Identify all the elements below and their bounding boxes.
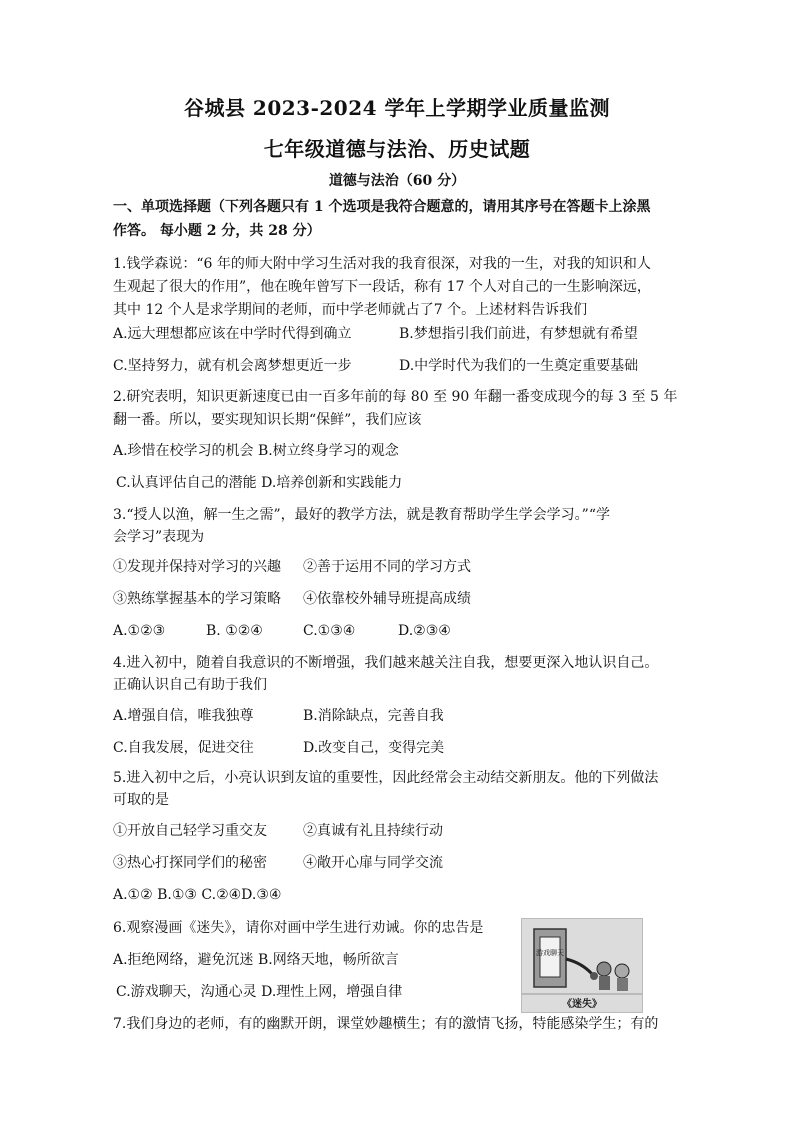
q5-item-1: ①开放自己轻学习重交友 xyxy=(113,823,267,839)
q3-item-4: ④依靠校外辅导班提高成绩 xyxy=(303,591,471,607)
part1-heading-line2: 作答。 每小题 2 分，共 28 分） xyxy=(113,223,321,239)
exam-title: 谷城县 2023-2024 学年上学期学业质量监测 xyxy=(183,96,611,120)
q2-options-cd: C.认真评估自己的潜能 D.培养创新和实践能力 xyxy=(116,475,403,491)
q3-option-d: D.②③④ xyxy=(398,623,451,639)
q3-item-3: ③熟练掌握基本的学习策略 xyxy=(113,591,281,607)
q3-option-c: C.①③④ xyxy=(303,623,356,639)
q3-stem-line2: 会学习”表现为 xyxy=(113,529,205,545)
q5-options: A.①② B.①③ C.②④D.③④ xyxy=(113,887,282,903)
q3-item-1: ①发现并保持对学习的兴趣 xyxy=(113,559,281,575)
q2-options-ab: A.珍惜在校学习的机会 B.树立终身学习的观念 xyxy=(113,443,399,459)
q2-stem-line1: 2.研究表明，知识更新速度已由一百多年前的每 80 至 90 年翻一番变成现今的每 3 至 5 年 xyxy=(113,389,678,405)
q4-stem-line1: 4.进入初中，随着自我意识的不断增强，我们越来越关注自我，想要更深入地认识自己。 xyxy=(113,655,659,671)
q7-stem-line1: 7.我们身边的老师，有的幽默开朗，课堂妙趣横生；有的激情飞扬，特能感染学生；有的 xyxy=(113,1016,659,1032)
cartoon-caption: 《迷失》 xyxy=(562,999,602,1010)
q4-option-d: D.改变自己，变得完美 xyxy=(303,740,445,756)
q6-options-cd: C.游戏聊天，沟通心灵 D.理性上网，增强自律 xyxy=(116,984,403,1000)
q5-stem-line1: 5.进入初中之后，小亮认识到友谊的重要性，因此经常会主动结交新朋友。他的下列做法 xyxy=(113,770,659,786)
q1-option-c: C.坚持努力，就有机会离梦想更近一步 xyxy=(113,358,352,374)
q4-option-c: C.自我发展，促进交往 xyxy=(113,740,254,756)
q1-stem-line2: 生观起了很大的作用”，他在晚年曾写下一段话，称有 17 个人对自己的一生影响深远， xyxy=(113,279,651,295)
q6-options-ab: A.拒绝网络，避免沉迷 B.网络天地，畅所欲言 xyxy=(113,952,399,968)
q2-stem-line2: 翻一番。所以，要实现知识长期“保鲜”，我们应该 xyxy=(113,412,422,428)
q1-option-d: D.中学时代为我们的一生奠定重要基础 xyxy=(399,358,639,374)
q4-option-b: B.消除缺点，完善自我 xyxy=(303,708,444,724)
part1-heading-line1: 一、单项选择题（下列各题只有 1 个选项是我符合题意的，请用其序号在答题卡上涂黑 xyxy=(113,199,651,215)
q5-stem-line2: 可取的是 xyxy=(113,792,169,808)
q3-item-2: ②善于运用不同的学习方式 xyxy=(303,559,471,575)
q6-stem-line1: 6.观察漫画《迷失》，请你对画中学生进行劝诫。你的忠告是 xyxy=(113,920,484,936)
exam-subtitle: 七年级道德与法治、历史试题 xyxy=(263,137,531,161)
q1-stem-line1: 1.钱学森说：“6 年的师大附中学习生活对我的我育很深，对我的一生，对我的知识和人 xyxy=(113,256,651,272)
q1-option-a: A.远大理想都应该在中学时代得到确立 xyxy=(113,326,352,342)
q4-stem-line2: 正确认识自己有助于我们 xyxy=(113,677,267,693)
q1-stem-line3: 其中 12 个人是求学期间的老师，而中学老师就占了7 个。上述材料告诉我们 xyxy=(113,302,588,318)
q3-option-b: B. ①②④ xyxy=(206,623,263,639)
section-title: 道德与法治（60 分） xyxy=(328,173,466,189)
q3-option-a: A.①②③ xyxy=(113,623,166,639)
q5-item-2: ②真诚有礼且持续行动 xyxy=(303,823,443,839)
q1-option-b: B.梦想指引我们前进，有梦想就有希望 xyxy=(399,326,638,342)
q4-option-a: A.增强自信，唯我独尊 xyxy=(113,708,254,724)
q3-stem-line1: 3.“授人以渔，解一生之需”，最好的教学方法，就是教育帮助学生学会学习。”“学 xyxy=(113,507,610,523)
q5-item-3: ③热心打探同学们的秘密 xyxy=(113,855,267,871)
cartoon-image xyxy=(521,918,643,1013)
q5-item-4: ④敞开心扉与同学交流 xyxy=(303,855,443,871)
cartoon-sign-text-1: 游戏聊天 xyxy=(536,949,564,957)
